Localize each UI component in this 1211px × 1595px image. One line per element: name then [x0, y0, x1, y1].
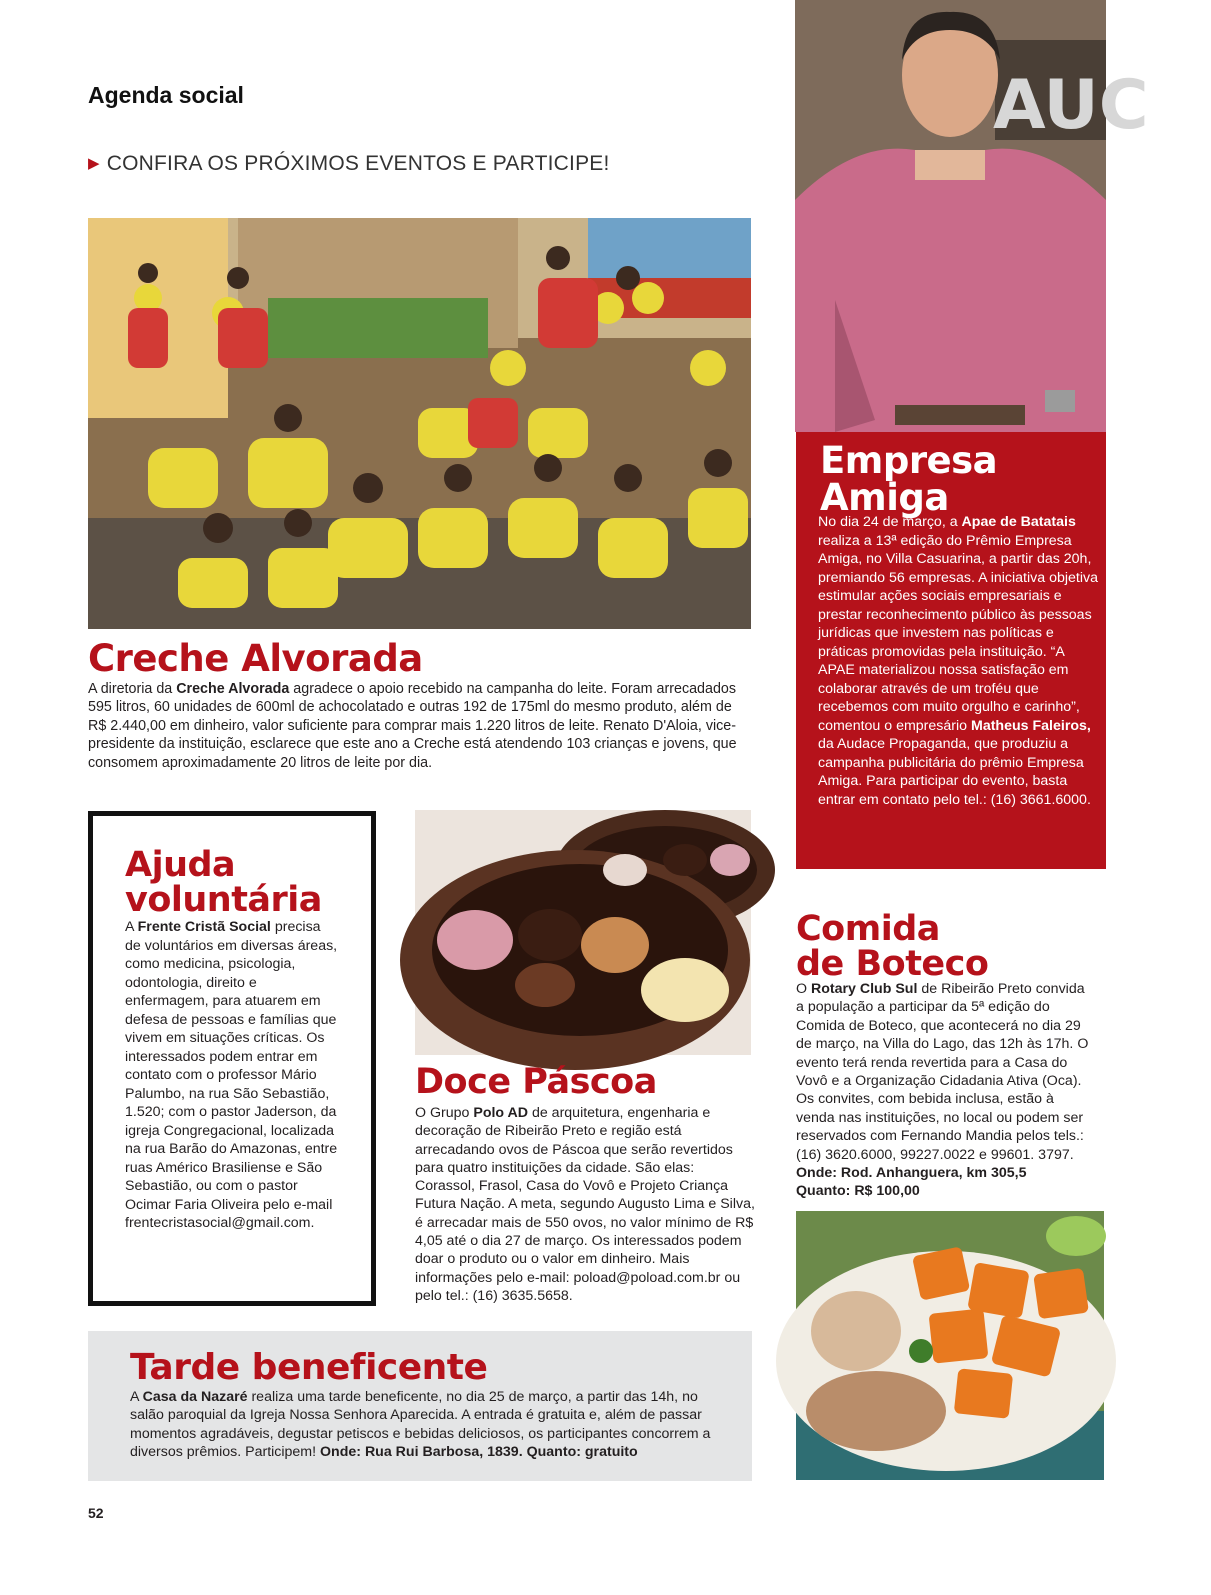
comida-de-boteco-body: O Rotary Club Sul de Ribeirão Preto convida a população a participar da 5ª edição do Comida de Boteco, que acontecerá no dia 29 de março, na Villa do Lago, das 12h às 17h. O evento terá renda revertida para a Casa do Vovô e a Organização Cidadania Ativa (Oca). Os convites, com bebida inclusa, estão à venda nas instituições, no local ou podem ser reservados com Fernando Mandia pelos tels.: (16) 3620.6000, 99227.0022 e 99601. 3797. Onde: Rod. Anhanguera, km 305,5 Quanto: R$ 100,00 — [796, 981, 1089, 1200]
ajuda-voluntaria-title: Ajuda voluntária — [125, 845, 322, 920]
page-number: 52 — [88, 1505, 104, 1521]
section-label: Agenda social — [88, 82, 244, 108]
empresa-amiga-title: Empresa Amiga — [820, 439, 998, 519]
matheus-faleiros-photo — [795, 0, 1149, 432]
ajuda-voluntaria-body: A Frente Cristã Social precisa de voluntários em diversas áreas, como medicina, psicologia, odontologia, direito e enfermagem, para atuarem em defesa de pessoas e famílias que vivem em situações críticas. Os interessados podem entrar em contato com o professor Mário Palumbo, na rua São Sebastião, 1.520; com o pastor Jaderson, da igreja Congregacional, localizada na rua Barão do Amazonas, entre ruas Américo Brasiliense e São Sebastião, ou com o pastor Ocimar Faria Oliveira pelo e-mail frentecristasocial@gmail.com. — [125, 919, 338, 1231]
creche-body: A diretoria da Creche Alvorada agradece o apoio recebido na campanha do leite. Foram arrecadados 595 litros, 60 unidades de 600ml de achocolatado e outras 192 de 175ml do mesmo produto, além de R$ 2.440,00 em dinheiro, valor suficiente para comprar mais 1.220 litros de leite. Renato D'Aloia, vice-presidente da instituição, esclarece que este ano a Creche está atendendo 103 crianças e jovens, que consomem aproximadamente 20 litros de leite por dia. — [88, 681, 737, 771]
boteco-food-photo — [796, 1211, 1104, 1480]
creche-group-photo — [88, 218, 751, 629]
kicker — [88, 152, 610, 176]
empresa-amiga-body: No dia 24 de março, a Apae de Batatais realiza a 13ª edição do Prêmio Empresa Amiga, no Villa Casuarina, a partir das 20h, premiando 56 empresas. A iniciativa objetiva estimular ações sociais empresariais e prestar reconhecimento público às pessoas jurídicas que investem nas políticas e práticas promovidas pela instituição. “A APAE materializou nossa satisfação em colaborar através de um troféu que recebemos com muito orgulho e carinho”, comentou o empresário Matheus Faleiros, da Audace Propaganda, que produziu a campanha publicitária do prêmio Empresa Amiga. Para participar do evento, basta entrar em contato pelo tel.: (16) 3661.6000. — [818, 514, 1098, 808]
doce-pascoa-title: Doce Páscoa — [415, 1062, 657, 1102]
tarde-beneficente-title: Tarde beneficente — [130, 1347, 488, 1388]
triangle-bullet-icon: ▶ — [88, 155, 100, 172]
kicker-text: CONFIRA OS PRÓXIMOS EVENTOS E PARTICIPE! — [106, 152, 610, 175]
tarde-beneficente-body: A Casa da Nazaré realiza uma tarde beneficente, no dia 25 de março, a partir das 14h, no salão paroquial da Igreja Nossa Senhora Aparecida. A entrada é gratuita e, além de passar momentos agradáveis, degustar petiscos e bebidas deliciosos, os participantes concorrem a diversos prêmios. Participem! Onde: Rua Rui Barbosa, 1839. Quanto: gratuito — [130, 1389, 711, 1461]
photo-wall-sign: AUC — [993, 66, 1149, 145]
comida-de-boteco-title: Comida de Boteco — [796, 909, 989, 984]
creche-title: Creche Alvorada — [88, 637, 423, 680]
chocolate-eggs-photo — [415, 810, 751, 1055]
doce-pascoa-body: O Grupo Polo AD de arquitetura, engenharia e decoração de Ribeirão Preto e região está arrecadando ovos de Páscoa que serão revertidos para quatro instituições da cidade. São elas: Corassol, Frasol, Casa do Vovô e Projeto Criança Futura Nação. A meta, segundo Augusto Lima e Silva, é arrecadar mais de 550 ovos, no valor mínimo de R$ 4,05 até o dia 27 de março. Os interessados podem doar o produto ou o valor em dinheiro. Mais informações pelo e-mail: poload@poload.com.br ou pelo tel.: (16) 3635.5658. — [415, 1105, 755, 1304]
boteco-where: Onde: Rod. Anhanguera, km 305,5 — [796, 1165, 1027, 1182]
boteco-price: Quanto: R$ 100,00 — [796, 1183, 920, 1200]
